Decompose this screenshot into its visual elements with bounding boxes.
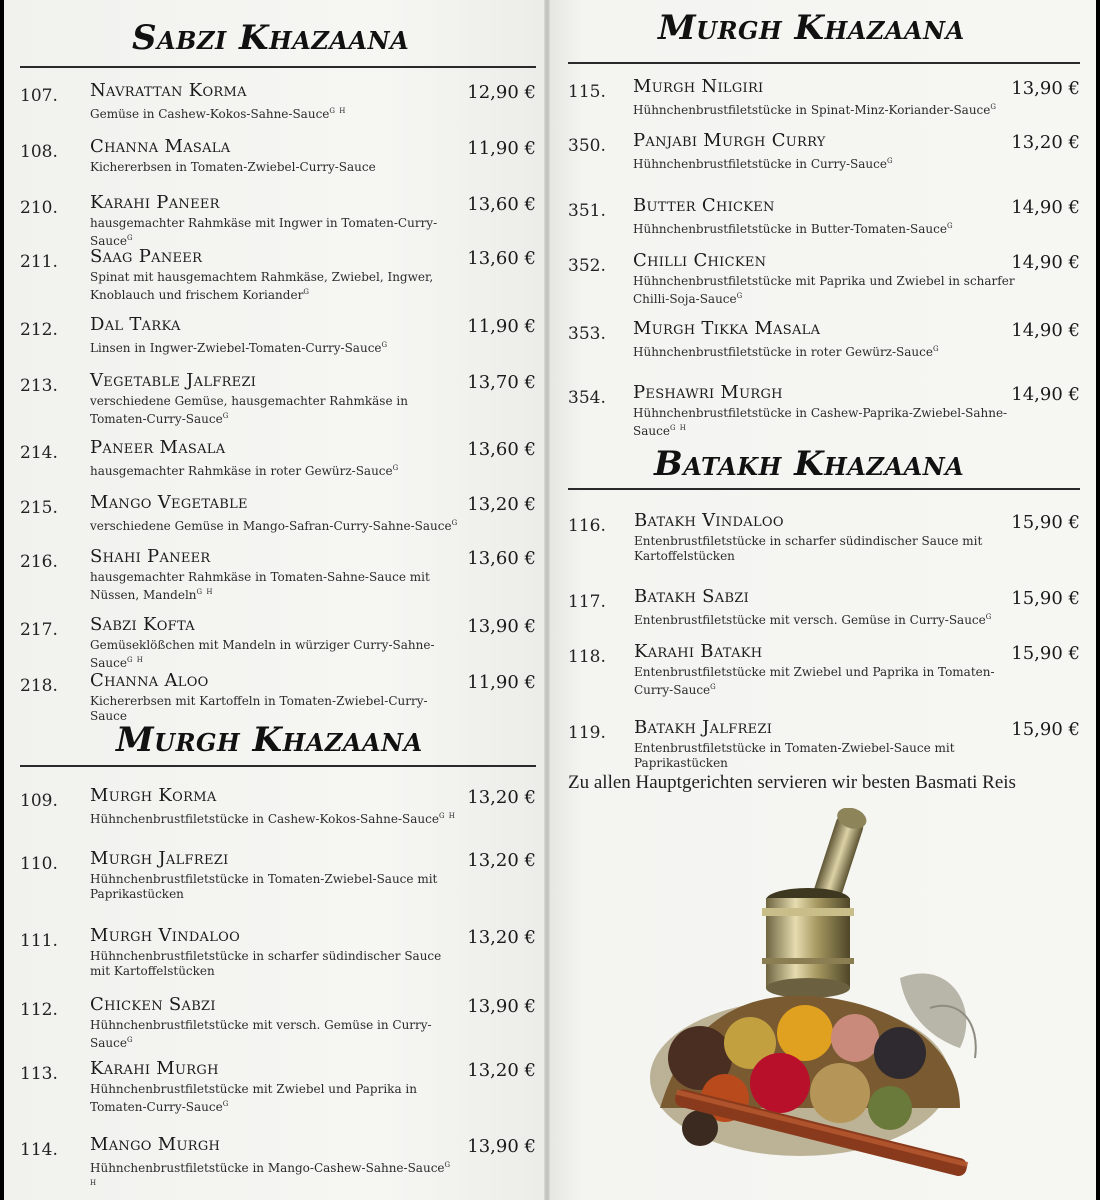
allergen-codes: G <box>990 103 997 111</box>
menu-item-description: verschiedene Gemüse, hausgemachter Rahmkäse in Tomaten-Curry-Sauce$^G$ <box>90 394 408 426</box>
menu-item-number: 350. <box>568 136 606 156</box>
menu-item-description: hausgemachter Rahmkäse in roter Gewürz-Sauce$^G$ <box>90 464 400 478</box>
allergen-codes: G <box>126 234 134 242</box>
allergen-codes: G <box>222 412 230 420</box>
allergen-codes: G <box>710 683 717 691</box>
menu-item-price: 14,90 € <box>1011 384 1080 405</box>
menu-item-price: 11,90 € <box>467 672 536 693</box>
menu-item-name: Channa Masala <box>90 136 231 157</box>
menu-item-description: Hühnchenbrustfiletstücke in Curry-Sauce$^G$ <box>633 157 894 171</box>
menu-item-price: 13,90 € <box>467 616 536 637</box>
allergen-codes: G <box>381 341 389 349</box>
menu-item-price: 13,60 € <box>467 548 536 569</box>
section-title-batakh: Batakh Khazaana <box>654 444 965 484</box>
menu-item-description: Entenbrustfiletstücke in Tomaten-Zwiebel-Sauce mit Paprikastücken <box>634 741 955 770</box>
section-rule-murgh-left <box>20 765 536 767</box>
allergen-codes: G H <box>329 107 347 115</box>
rice-note: Zu allen Hauptgerichten servieren wir besten Basmati Reis <box>568 772 1016 793</box>
menu-item-price: 13,70 € <box>467 372 536 393</box>
menu-item-description: Entenbrustfiletstücke mit Zwiebel und Paprika in Tomaten-Curry-Sauce$^G$ <box>634 665 995 697</box>
menu-item-name: Dal Tarka <box>90 314 181 335</box>
menu-item-price: 14,90 € <box>1011 252 1080 273</box>
allergen-codes: G H <box>438 812 456 820</box>
menu-item-description: Hühnchenbrustfiletstücke in Spinat-Minz-Koriander-Sauce$^G$ <box>633 103 997 117</box>
menu-item-description: Hühnchenbrustfiletstücke in roter Gewürz-Sauce$^G$ <box>633 345 940 359</box>
menu-item-price: 15,90 € <box>1011 512 1080 533</box>
menu-item-price: 13,60 € <box>467 194 536 215</box>
menu-item-number: 214. <box>20 443 58 463</box>
menu-item-name: Chicken Sabzi <box>90 994 216 1015</box>
mortar-spices-illustration <box>630 808 990 1188</box>
menu-item-description: Hühnchenbrustfiletstücke in Cashew-Paprika-Zwiebel-Sahne-Sauce$^{G H}$ <box>633 406 1008 438</box>
menu-item-name: Channa Aloo <box>90 670 209 691</box>
menu-item-description: Hühnchenbrustfiletstücke in Tomaten-Zwiebel-Sauce mit Paprikastücken <box>90 872 438 901</box>
menu-item-name: Mango Murgh <box>90 1134 221 1155</box>
menu-item-price: 15,90 € <box>1011 719 1080 740</box>
allergen-codes: G <box>222 1100 230 1108</box>
menu-item-description: Entenbrustfiletstücke in scharfer südindischer Sauce mit Kartoffelstücken <box>634 534 983 563</box>
menu-item-description: Gemüseklößchen mit Mandeln in würziger Curry-Sahne-Sauce$^{G H}$ <box>90 638 435 670</box>
section-rule-murgh-right <box>568 62 1080 64</box>
menu-item-number: 352. <box>568 256 606 276</box>
menu-item-description: Kichererbsen in Tomaten-Zwiebel-Curry-Sauce <box>90 160 376 174</box>
menu-item-description: Linsen in Ingwer-Zwiebel-Tomaten-Curry-Sauce$^G$ <box>90 341 389 355</box>
menu-item-name: Murgh Nilgiri <box>633 76 764 97</box>
menu-item-price: 13,90 € <box>467 1136 536 1157</box>
menu-item-name: Panjabi Murgh Curry <box>633 130 826 151</box>
menu-item-description: Hühnchenbrustfiletstücke in scharfer südindischer Sauce mit Kartoffelstücken <box>90 949 442 978</box>
menu-item-number: 115. <box>568 82 606 102</box>
menu-item-name: Murgh Korma <box>90 785 217 806</box>
menu-item-number: 211. <box>20 252 58 272</box>
menu-item-number: 113. <box>20 1064 58 1084</box>
menu-item-price: 15,90 € <box>1011 588 1080 609</box>
menu-item-price: 14,90 € <box>1011 320 1080 341</box>
allergen-codes: G <box>303 288 310 296</box>
section-rule-batakh <box>568 488 1080 490</box>
menu-item-number: 111. <box>20 931 58 951</box>
menu-item-price: 13,20 € <box>1011 132 1080 153</box>
menu-item-number: 117. <box>568 592 606 612</box>
menu-item-description: Hühnchenbrustfiletstücke mit Paprika und Zwiebel in scharfer Chilli-Soja-Sauce$^G$ <box>633 274 1015 306</box>
menu-item-number: 114. <box>20 1140 58 1160</box>
allergen-codes: G <box>932 345 940 353</box>
menu-item-description: Kichererbsen mit Kartoffeln in Tomaten-Zwiebel-Curry-Sauce <box>90 694 428 723</box>
menu-item-name: Batakh Sabzi <box>634 586 750 607</box>
menu-item-number: 354. <box>568 388 606 408</box>
menu-item-price: 13,90 € <box>467 996 536 1017</box>
menu-item-price: 11,90 € <box>467 138 536 159</box>
menu-item-description: Gemüse in Cashew-Kokos-Sahne-Sauce$^{G H}$ <box>90 107 347 121</box>
menu-item-name: Paneer Masala <box>90 437 226 458</box>
section-rule-sabzi <box>20 66 536 68</box>
allergen-codes: G <box>946 222 954 230</box>
section-title-murgh-right: Murgh Khazaana <box>658 8 965 48</box>
allergen-codes: G <box>392 464 400 472</box>
menu-item-number: 109. <box>20 791 58 811</box>
menu-item-name: Navrattan Korma <box>90 80 247 101</box>
menu-item-number: 108. <box>20 142 58 162</box>
menu-item-name: Chilli Chicken <box>633 250 767 271</box>
menu-item-number: 118. <box>568 647 606 667</box>
menu-item-description: Entenbrustfiletstücke mit versch. Gemüse in Curry-Sauce$^G$ <box>634 613 993 627</box>
menu-item-price: 12,90 € <box>467 82 536 103</box>
allergen-codes: G <box>451 519 459 527</box>
menu-item-number: 217. <box>20 620 58 640</box>
menu-item-number: 116. <box>568 516 606 536</box>
menu-item-price: 13,20 € <box>467 494 536 515</box>
menu-item-number: 351. <box>568 201 606 221</box>
allergen-codes: G H <box>126 656 144 664</box>
allergen-codes: G <box>985 613 993 621</box>
menu-item-price: 11,90 € <box>467 316 536 337</box>
menu-item-price: 13,90 € <box>1011 78 1080 99</box>
menu-item-description: hausgemachter Rahmkäse in Tomaten-Sahne-Sauce mit Nüssen, Mandeln$^{G H}$ <box>90 570 430 602</box>
menu-item-price: 13,20 € <box>467 1060 536 1081</box>
menu-item-name: Karahi Paneer <box>90 192 220 213</box>
menu-item-description: Hühnchenbrustfiletstücke mit Zwiebel und Paprika in Tomaten-Curry-Sauce$^G$ <box>90 1082 417 1114</box>
menu-item-number: 110. <box>20 854 58 874</box>
menu-item-number: 119. <box>568 723 606 743</box>
menu-item-name: Murgh Vindaloo <box>90 925 241 946</box>
menu-item-price: 13,60 € <box>467 248 536 269</box>
menu-item-price: 13,20 € <box>467 787 536 808</box>
menu-item-description: Hühnchenbrustfiletstücke mit versch. Gemüse in Curry-Sauce$^G$ <box>90 1018 432 1050</box>
section-title-sabzi: Sabzi Khazaana <box>132 18 410 58</box>
menu-item-name: Murgh Jalfrezi <box>90 848 229 869</box>
menu-item-name: Vegetable Jalfrezi <box>90 370 257 391</box>
menu-item-number: 212. <box>20 320 58 340</box>
menu-item-description: verschiedene Gemüse in Mango-Safran-Curry-Sahne-Sauce$^G$ <box>90 519 459 533</box>
menu-item-number: 215. <box>20 498 58 518</box>
menu-item-description: Spinat mit hausgemachtem Rahmkäse, Zwiebel, Ingwer, Knoblauch und frischem Koriander$^G$ <box>90 270 434 302</box>
menu-item-price: 13,60 € <box>467 439 536 460</box>
menu-item-number: 218. <box>20 676 58 696</box>
menu-item-name: Saag Paneer <box>90 246 203 267</box>
menu-item-name: Butter Chicken <box>633 195 775 216</box>
menu-item-number: 112. <box>20 1000 58 1020</box>
menu-item-name: Batakh Vindaloo <box>634 510 784 531</box>
menu-item-number: 353. <box>568 324 606 344</box>
menu-item-price: 13,20 € <box>467 850 536 871</box>
menu-item-number: 213. <box>20 376 58 396</box>
menu-item-name: Shahi Paneer <box>90 546 211 567</box>
allergen-codes: G H <box>90 1161 452 1187</box>
menu-item-name: Karahi Murgh <box>90 1058 219 1079</box>
menu-item-number: 216. <box>20 552 58 572</box>
allergen-codes: G <box>886 157 894 165</box>
menu-item-number: 210. <box>20 198 58 218</box>
menu-item-description: Hühnchenbrustfiletstücke in Mango-Cashew-Sahne-Sauce$^{G H}$ <box>90 1161 452 1187</box>
menu-item-name: Sabzi Kofta <box>90 614 195 635</box>
menu-item-name: Mango Vegetable <box>90 492 248 513</box>
menu-item-description: Hühnchenbrustfiletstücke in Cashew-Kokos-Sahne-Sauce$^{G H}$ <box>90 812 456 826</box>
menu-item-price: 15,90 € <box>1011 643 1080 664</box>
menu-item-name: Batakh Jalfrezi <box>634 717 773 738</box>
menu-item-name: Murgh Tikka Masala <box>633 318 821 339</box>
menu-item-name: Peshawri Murgh <box>633 382 783 403</box>
menu-item-description: hausgemachter Rahmkäse mit Ingwer in Tomaten-Curry-Sauce$^G$ <box>90 216 438 248</box>
menu-item-number: 107. <box>20 86 58 106</box>
allergen-codes: G <box>126 1036 134 1044</box>
allergen-codes: G H <box>196 588 214 596</box>
menu-item-description: Hühnchenbrustfiletstücke in Butter-Tomaten-Sauce$^G$ <box>633 222 954 236</box>
section-title-murgh-left: Murgh Khazaana <box>116 720 423 760</box>
menu-item-price: 14,90 € <box>1011 197 1080 218</box>
allergen-codes: G H <box>669 424 687 432</box>
menu-item-name: Karahi Batakh <box>634 641 763 662</box>
allergen-codes: G <box>736 292 744 300</box>
menu-item-price: 13,20 € <box>467 927 536 948</box>
